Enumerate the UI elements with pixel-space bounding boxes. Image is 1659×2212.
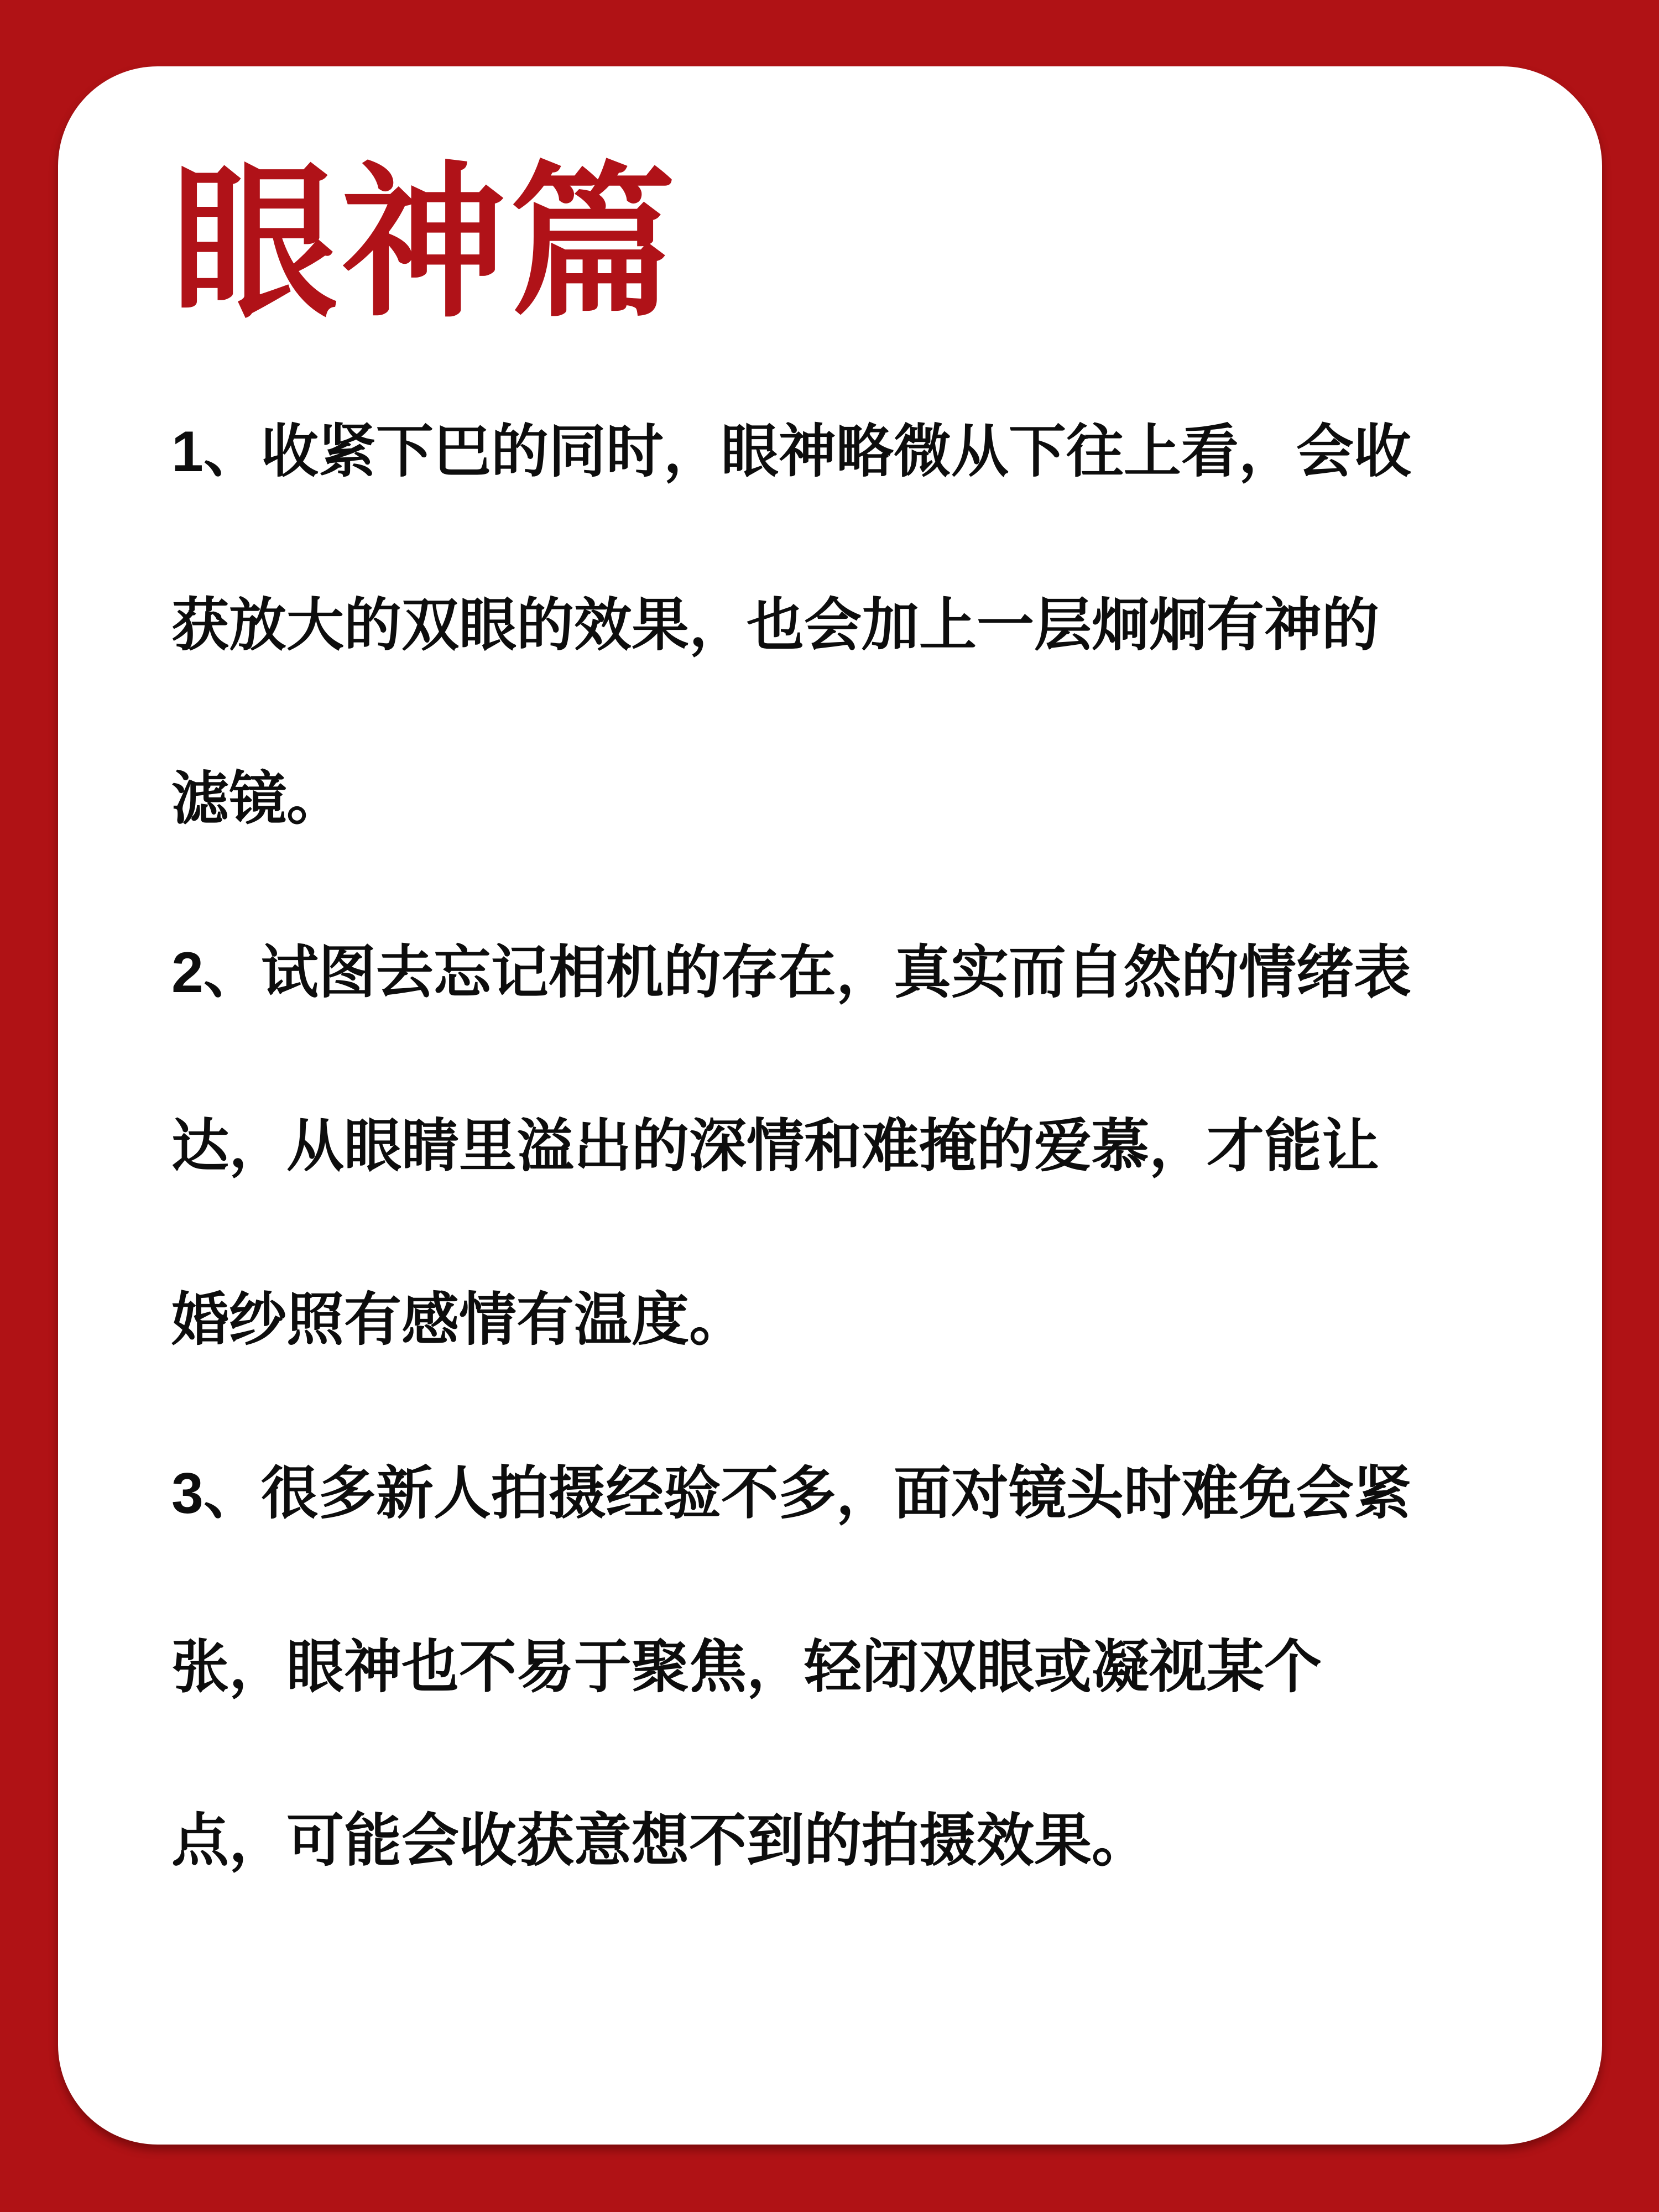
tip-paragraph-1: 1、收紧下巴的同时，眼神略微从下往上看，会收获放大的双眼的效果，也会加上一层炯炯有神的滤镜。 (171, 420, 1411, 831)
tip-paragraph-3: 3、很多新人拍摄经验不多，面对镜头时难免会紧张，眼神也不易于聚焦，轻闭双眼或凝视某个点，可能会收获意想不到的拍摄效果。 (171, 1462, 1411, 1873)
tips-list (171, 365, 1427, 1928)
content-card (58, 66, 1602, 2145)
page-title: 眼神篇 (171, 150, 679, 336)
tip-paragraph-2: 2、试图去忘记相机的存在，真实而自然的情绪表达，从眼睛里溢出的深情和难掩的爱慕，才能让婚纱照有感情有温度。 (171, 941, 1411, 1352)
